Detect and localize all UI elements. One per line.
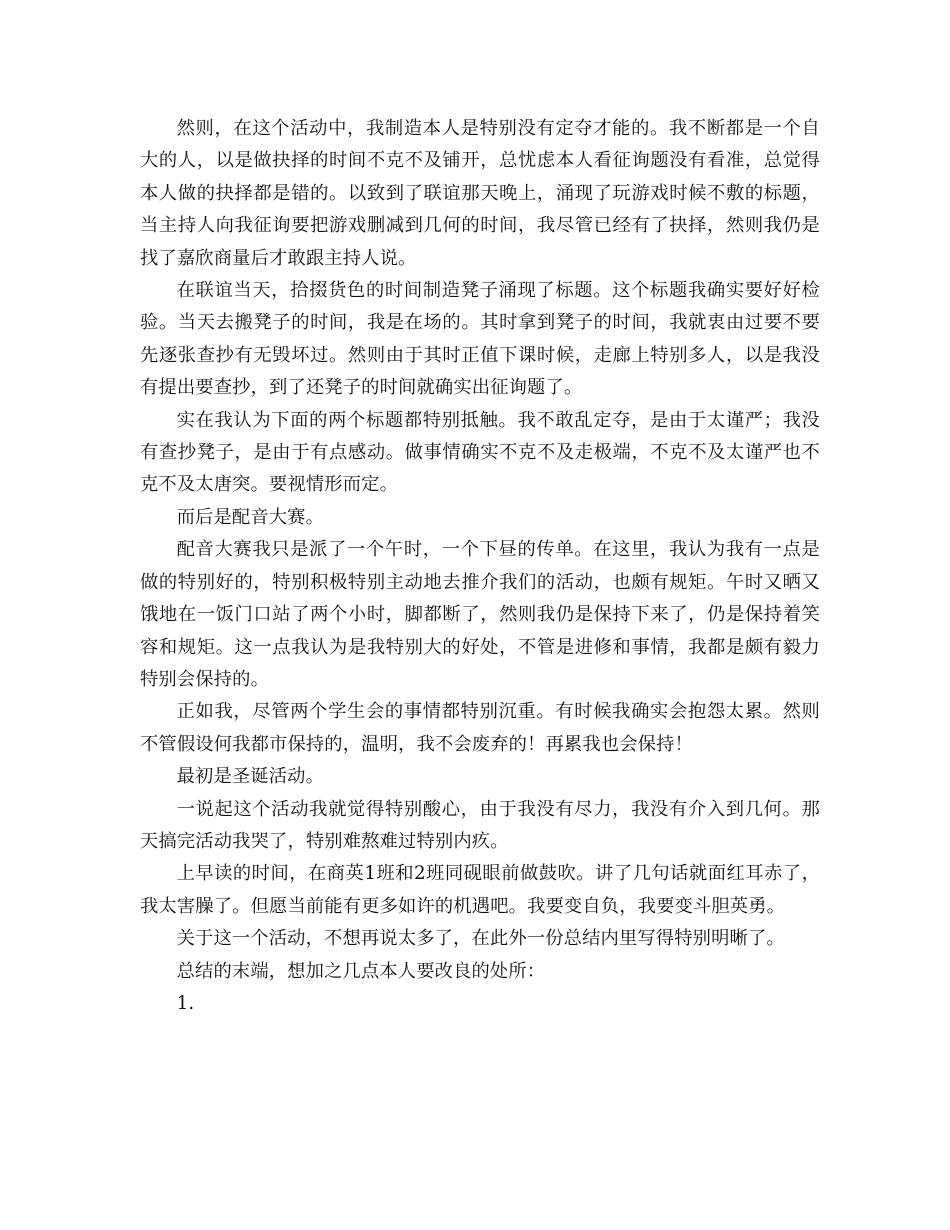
paragraph-morning-reading: 上早读的时间，在商英1班和2班同砚眼前做鼓吹。讲了几句话就面红耳赤了，我太害臊了。但愿当前能有更多如许的机遇吧。我要变自负，我要变斗胆英勇。: [140, 863, 820, 917]
paragraph-dubbing-heading: 而后是配音大赛。: [176, 506, 325, 528]
paragraph-indecision: 然则，在这个活动中，我制造本人是特别没有定夺才能的。我不断都是一个自大的人，以是做抉择的时间不克不及铺开，总忧虑本人看征询题没有看准，总觉得本人做的抉择都是错的。以致到了联谊那天晚上，涌现了玩游戏时候不敷的标题，当主持人向我征询要把游戏删减到几何的时间，我尽管已经有了抉择，然则我仍是找了嘉欣商量后才敢跟主持人说。: [140, 118, 820, 269]
paragraph-other-summary: 关于这一个活动，不想再说太多了，在此外一份总结内里写得特别明晰了。: [176, 928, 785, 950]
paragraph-christmas-heading: 最初是圣诞活动。: [176, 766, 325, 788]
list-item-1: 1.: [176, 992, 195, 1014]
paragraph-reflection: 实在我认为下面的两个标题都特别抵触。我不敢乱定夺，是由于太谨严；我没有查抄凳子，是由于有点感动。做事情确实不克不及走极端，不克不及太谨严也不克不及太唐突。要视情形而定。: [140, 409, 820, 496]
paragraph-christmas-activity: 一说起这个活动我就觉得特别酸心，由于我没有尽力，我没有介入到几何。那天搞完活动我哭了，特别难熬难过特别内疚。: [140, 798, 820, 852]
paragraph-dubbing-contest: 配音大赛我只是派了一个午时，一个下昼的传单。在这里，我认为我有一点是做的特别好的，特别积极特别主动地去推介我们的活动，也颇有规矩。午时又晒又饿地在一饭门口站了两个小时，脚都断了，然则我仍是保持下来了，仍是保持着笑容和规矩。这一点我认为是我特别大的好处，不管是进修和事情，我都是颇有毅力特别会保持的。: [140, 539, 820, 690]
paragraph-improvements-intro: 总结的末端，想加之几点本人要改良的处所：: [176, 960, 546, 982]
paragraph-stools: 在联谊当天，拾掇货色的时间制造凳子涌现了标题。这个标题我确实要好好检验。当天去搬凳子的时间，我是在场的。其时拿到凳子的时间，我就衷由过要不要先逐张查抄有无毁坏过。然则由于其时正值下课时候，走廊上特别多人，以是我没有提出要查抄，到了还凳子的时间就确实出征询题了。: [140, 280, 820, 399]
document-page: [140, 0, 820, 1020]
paragraph-persistence: 正如我，尽管两个学生会的事情都特别沉重。有时候我确实会抱怨太累。然则不管假设何我都市保持的，温明，我不会废弃的！再累我也会保持！: [140, 701, 820, 755]
